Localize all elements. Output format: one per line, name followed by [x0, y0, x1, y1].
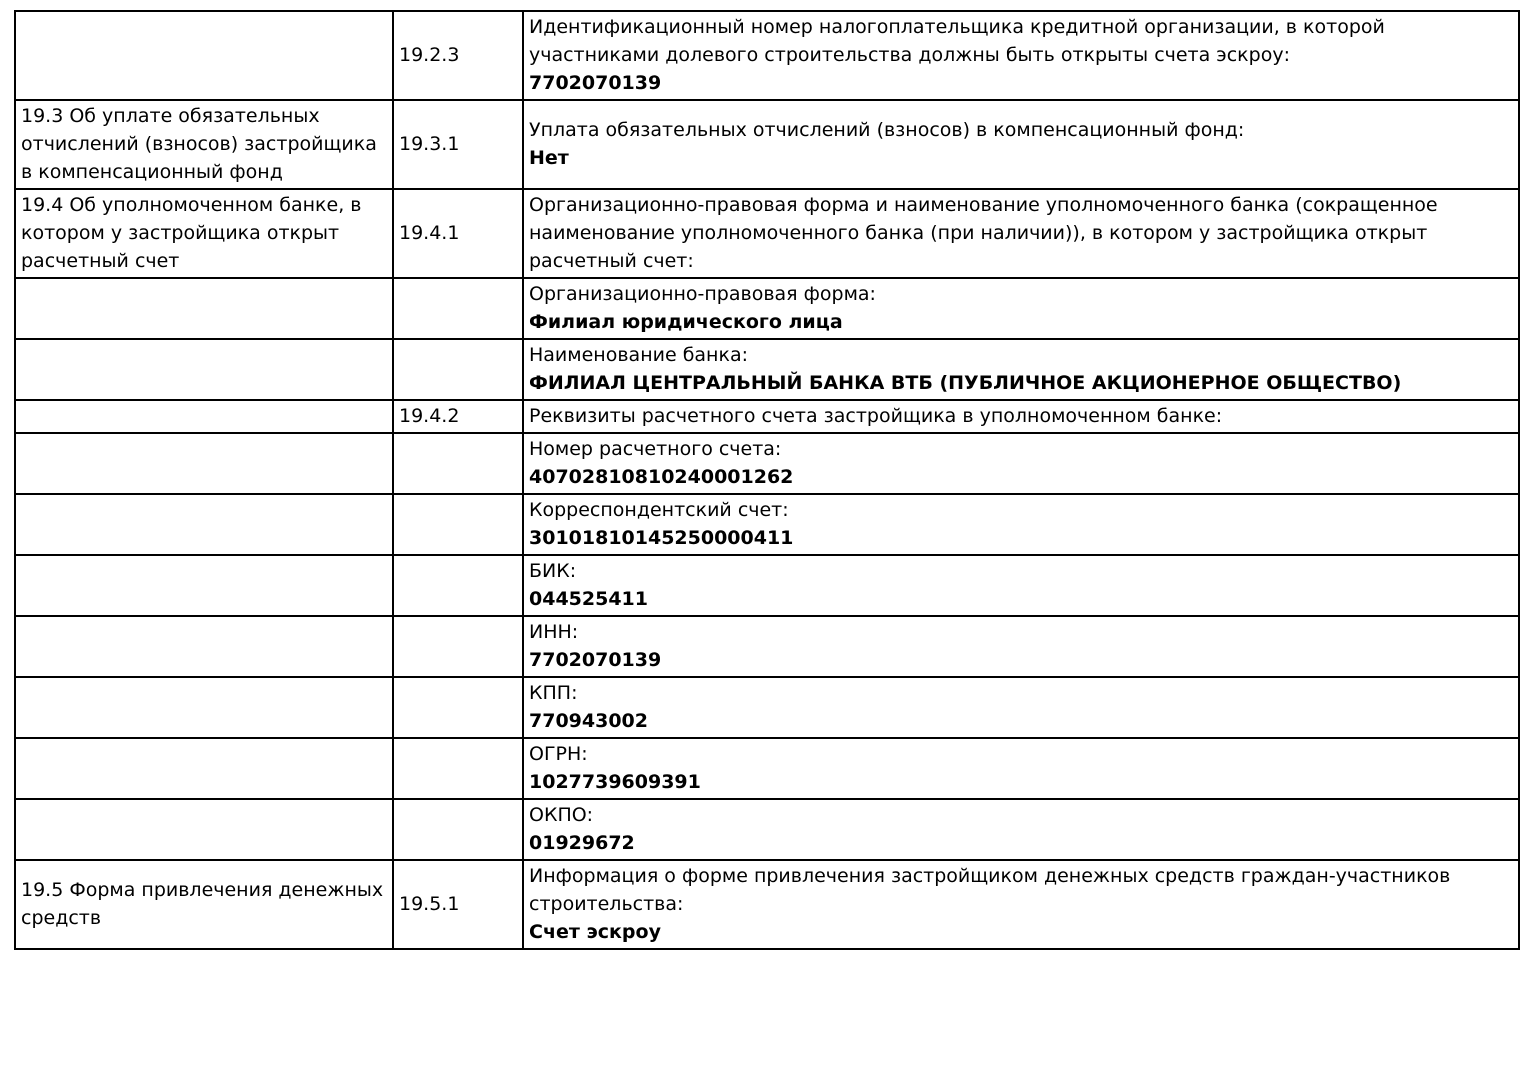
label-text: Корреспондентский счет: — [529, 499, 789, 521]
value-text: ФИЛИАЛ ЦЕНТРАЛЬНЫЙ БАНКА ВТБ (ПУБЛИЧНОЕ АКЦИОНЕРНОЕ ОБЩЕСТВО) — [529, 372, 1402, 394]
value-text: 7702070139 — [529, 72, 662, 94]
section-cell — [15, 400, 393, 433]
label-text: ОГРН: — [529, 743, 588, 765]
project-declaration-table — [14, 10, 1520, 950]
content-cell — [523, 400, 1519, 433]
item-number-cell — [393, 494, 523, 555]
item-number-cell — [393, 738, 523, 799]
content-cell — [523, 339, 1519, 400]
item-number-cell — [393, 555, 523, 616]
section-cell — [15, 494, 393, 555]
content-cell — [523, 278, 1519, 339]
table-row — [15, 738, 1519, 799]
content-cell — [523, 11, 1519, 100]
section-cell — [15, 799, 393, 860]
section-cell: 19.3 Об уплате обязательных отчислений (взносов) застройщика в компенсационный фонд — [15, 100, 393, 189]
content-cell — [523, 100, 1519, 189]
table-row — [15, 616, 1519, 677]
table-body — [15, 11, 1519, 949]
item-number-cell — [393, 278, 523, 339]
section-cell: 19.4 Об уполномоченном банке, в котором у застройщика открыт расчетный счет — [15, 189, 393, 278]
item-number-cell — [393, 433, 523, 494]
section-cell — [15, 738, 393, 799]
item-number-cell: 19.4.2 — [393, 400, 523, 433]
item-number-cell: 19.3.1 — [393, 100, 523, 189]
item-number-cell: 19.2.3 — [393, 11, 523, 100]
label-text: Организационно-правовая форма: — [529, 283, 876, 305]
item-number-cell — [393, 339, 523, 400]
table-row — [15, 677, 1519, 738]
table-row — [15, 189, 1519, 278]
label-text: Информация о форме привлечения застройщиком денежных средств граждан-участников строительства: — [529, 865, 1451, 915]
table-row — [15, 100, 1519, 189]
value-text: 770943002 — [529, 710, 648, 732]
label-text: Номер расчетного счета: — [529, 438, 782, 460]
section-cell — [15, 677, 393, 738]
label-text: Идентификационный номер налогоплательщика кредитной организации, в которой участниками долевого строительства должны быть открыты счета эскроу: — [529, 16, 1385, 66]
content-cell — [523, 494, 1519, 555]
label-text: БИК: — [529, 560, 577, 582]
value-text: 01929672 — [529, 832, 635, 854]
item-number-cell: 19.5.1 — [393, 860, 523, 949]
table-row — [15, 278, 1519, 339]
section-cell — [15, 11, 393, 100]
value-text: Филиал юридического лица — [529, 311, 843, 333]
section-cell: 19.5 Форма привлечения денежных средств — [15, 860, 393, 949]
label-text: Организационно-правовая форма и наименование уполномоченного банка (сокращенное наименование уполномоченного банка (при наличии)), в котором у застройщика открыт расчетный счет: — [529, 194, 1438, 272]
table-row — [15, 433, 1519, 494]
value-text: 1027739609391 — [529, 771, 701, 793]
content-cell — [523, 799, 1519, 860]
value-text: Нет — [529, 147, 569, 169]
content-cell — [523, 677, 1519, 738]
section-cell — [15, 433, 393, 494]
section-cell — [15, 616, 393, 677]
label-text: ИНН: — [529, 621, 579, 643]
item-number-cell — [393, 799, 523, 860]
section-cell — [15, 278, 393, 339]
table-row — [15, 339, 1519, 400]
value-text: 7702070139 — [529, 649, 662, 671]
content-cell — [523, 555, 1519, 616]
table-row — [15, 799, 1519, 860]
content-cell — [523, 433, 1519, 494]
table-row — [15, 11, 1519, 100]
table-row — [15, 494, 1519, 555]
label-text: КПП: — [529, 682, 578, 704]
item-number-cell: 19.4.1 — [393, 189, 523, 278]
content-cell — [523, 189, 1519, 278]
content-cell — [523, 738, 1519, 799]
table-row — [15, 555, 1519, 616]
table-row — [15, 400, 1519, 433]
item-number-cell — [393, 677, 523, 738]
item-number-cell — [393, 616, 523, 677]
label-text: Наименование банка: — [529, 344, 748, 366]
table-row — [15, 860, 1519, 949]
label-text: Уплата обязательных отчислений (взносов) в компенсационный фонд: — [529, 119, 1245, 141]
value-text: 044525411 — [529, 588, 648, 610]
section-cell — [15, 555, 393, 616]
label-text: Реквизиты расчетного счета застройщика в уполномоченном банке: — [529, 405, 1223, 427]
value-text: Счет эскроу — [529, 921, 661, 943]
value-text: 40702810810240001262 — [529, 466, 794, 488]
value-text: 30101810145250000411 — [529, 527, 794, 549]
content-cell — [523, 860, 1519, 949]
content-cell — [523, 616, 1519, 677]
label-text: ОКПО: — [529, 804, 594, 826]
section-cell — [15, 339, 393, 400]
